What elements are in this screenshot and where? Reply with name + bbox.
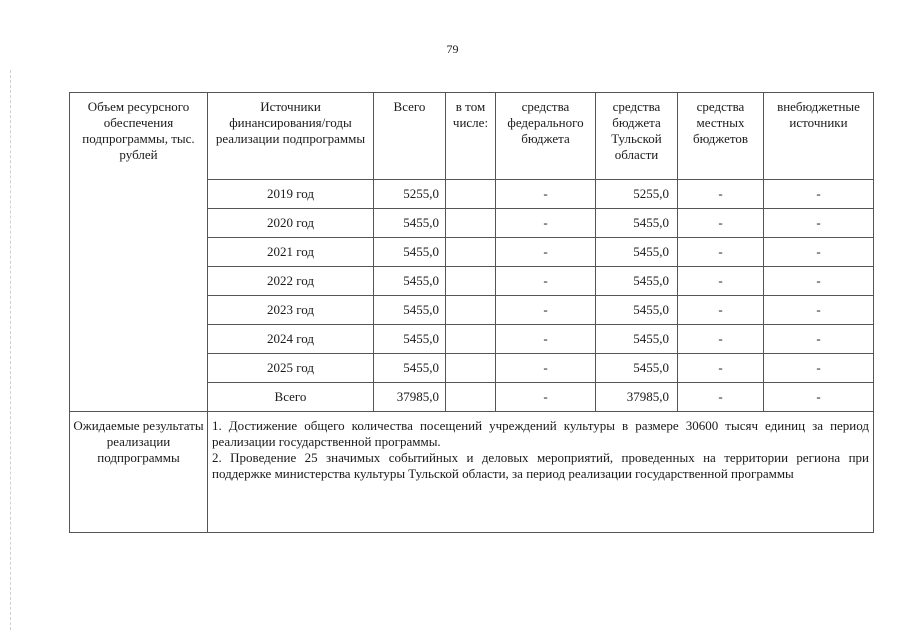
cell-regional: 5455,0: [596, 238, 678, 267]
cell-total: 5455,0: [374, 354, 446, 383]
results-text: [208, 412, 874, 533]
cell-including: [446, 383, 496, 412]
cell-extrabudget: -: [764, 267, 874, 296]
cell-year: 2019 год: [208, 180, 374, 209]
cell-federal: -: [496, 296, 596, 325]
cell-year: Всего: [208, 383, 374, 412]
cell-including: [446, 180, 496, 209]
resource-table: [69, 92, 874, 533]
cell-extrabudget: -: [764, 238, 874, 267]
cell-extrabudget: -: [764, 383, 874, 412]
cell-regional: 5455,0: [596, 267, 678, 296]
cell-federal: -: [496, 267, 596, 296]
page-number: 79: [446, 42, 459, 56]
cell-federal: -: [496, 325, 596, 354]
result-item: 2. Проведение 25 значимых событийных и деловых мероприятий, проведенных на территории региона при поддержке министерства культуры Тульской области, за период реализации государственной программы: [212, 450, 869, 481]
cell-federal: -: [496, 238, 596, 267]
cell-including: [446, 354, 496, 383]
cell-total: 5255,0: [374, 180, 446, 209]
cell-total: 5455,0: [374, 296, 446, 325]
cell-regional: 37985,0: [596, 383, 678, 412]
header-extrabudget: внебюджетные источники: [764, 93, 874, 180]
cell-extrabudget: -: [764, 296, 874, 325]
results-row: [70, 412, 874, 533]
cell-regional: 5455,0: [596, 354, 678, 383]
cell-regional: 5455,0: [596, 325, 678, 354]
header-local: средства местных бюджетов: [678, 93, 764, 180]
table-header-row: [70, 93, 874, 180]
cell-total: 5455,0: [374, 238, 446, 267]
cell-local: -: [678, 238, 764, 267]
cell-local: -: [678, 325, 764, 354]
cell-local: -: [678, 354, 764, 383]
cell-year: 2023 год: [208, 296, 374, 325]
cell-total: 5455,0: [374, 267, 446, 296]
cell-regional: 5255,0: [596, 180, 678, 209]
cell-local: -: [678, 296, 764, 325]
cell-year: 2025 год: [208, 354, 374, 383]
header-total: Всего: [374, 93, 446, 180]
cell-regional: 5455,0: [596, 296, 678, 325]
cell-year: 2024 год: [208, 325, 374, 354]
cell-year: 2022 год: [208, 267, 374, 296]
section-label-resources: Объем ресурсного обеспечения подпрограммы, тыс. рублей: [70, 93, 208, 412]
cell-including: [446, 296, 496, 325]
section-label-results: Ожидаемые результаты реализации подпрограммы: [70, 412, 208, 533]
cell-including: [446, 238, 496, 267]
cell-total: 5455,0: [374, 325, 446, 354]
result-item: 1. Достижение общего количества посещений учреждений культуры в размере 30600 тысяч единиц за период реализации государственной программы.: [212, 418, 869, 449]
cell-total: 37985,0: [374, 383, 446, 412]
cell-federal: -: [496, 180, 596, 209]
cell-federal: -: [496, 354, 596, 383]
cell-federal: -: [496, 383, 596, 412]
header-regional: средства бюджета Тульской области: [596, 93, 678, 180]
cell-extrabudget: -: [764, 180, 874, 209]
cell-total: 5455,0: [374, 209, 446, 238]
header-including: в том числе:: [446, 93, 496, 180]
cell-year: 2020 год: [208, 209, 374, 238]
cell-including: [446, 267, 496, 296]
header-sources: Источники финансирования/годы реализации подпрограммы: [208, 93, 374, 180]
cell-extrabudget: -: [764, 354, 874, 383]
cell-year: 2021 год: [208, 238, 374, 267]
cell-local: -: [678, 180, 764, 209]
cell-regional: 5455,0: [596, 209, 678, 238]
header-federal: средства федерального бюджета: [496, 93, 596, 180]
cell-federal: -: [496, 209, 596, 238]
cell-including: [446, 209, 496, 238]
cell-extrabudget: -: [764, 209, 874, 238]
cell-including: [446, 325, 496, 354]
cell-local: -: [678, 267, 764, 296]
cell-local: -: [678, 383, 764, 412]
cell-extrabudget: -: [764, 325, 874, 354]
scan-margin-marks: [10, 70, 13, 630]
cell-local: -: [678, 209, 764, 238]
